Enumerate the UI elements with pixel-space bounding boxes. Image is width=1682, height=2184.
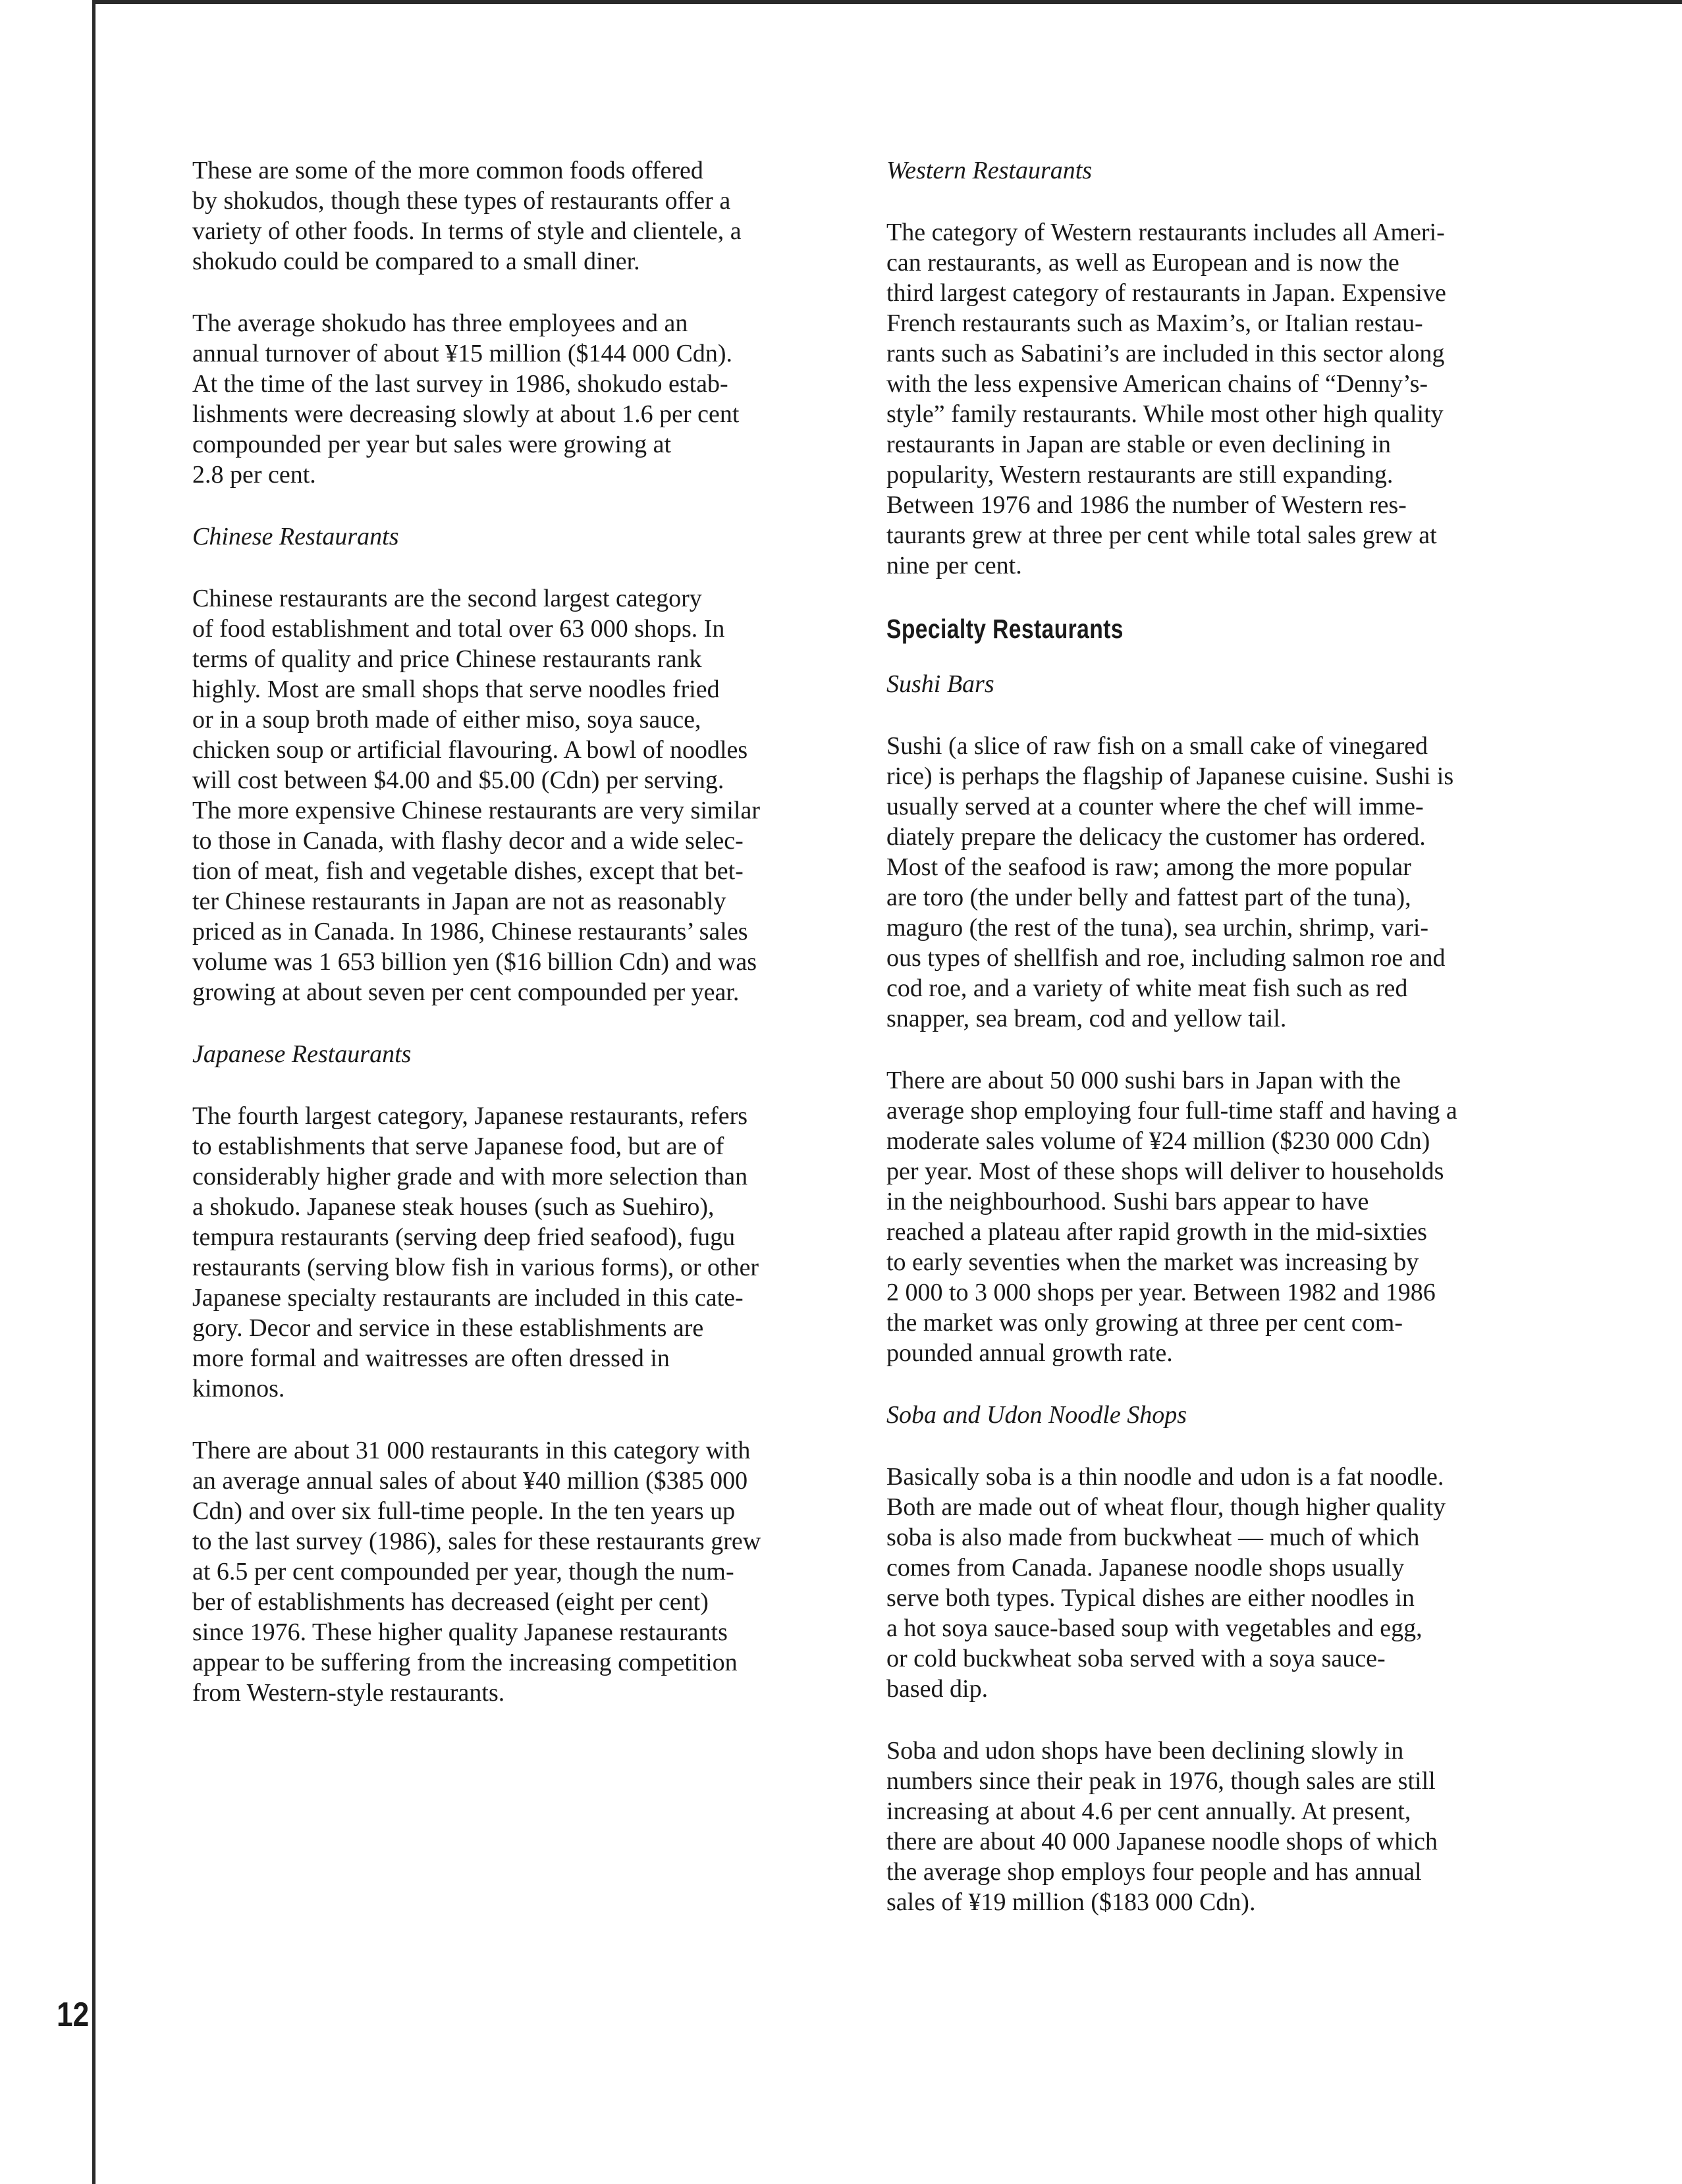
paragraph-soba-udon-stats: Soba and udon shops have been declining slowly in numbers since their peak in 1976, though sales are still increasing at about 4.6 per cent annually. At present, there are about 40 000 Japanese noodle shops of which the average shop employs four people and has annual sales of ¥19 million ($183 000 Cdn).	[886, 1737, 1438, 1916]
page-number: 12	[57, 1996, 90, 2034]
subheading-japanese-restaurants: Japanese Restaurants	[192, 1040, 412, 1068]
paragraph-sushi-bars-stats: There are about 50 000 sushi bars in Japan with the average shop employing four full-time staff and having a moderate sales volume of ¥24 million ($230 000 Cdn) per year. Most of these shops will deliver to households in the neighbourhood. Sushi bars appear to have reached a plateau after rapid growth in the mid-sixties to early seventies when the market was increasing by 2 000 to 3 000 shops per year. Between 1982 and 1986 the market was only growing at three per cent com- pounded annual growth rate.	[886, 1067, 1457, 1367]
subheading-western-restaurants: Western Restaurants	[886, 157, 1093, 184]
paragraph-sushi-description: Sushi (a slice of raw fish on a small cake of vinegared rice) is perhaps the flagship of Japanese cuisine. Sushi is usually served at a counter where the chef will imme- diately prepare the delicacy the customer has ordered. Most of the seafood is raw; among the more popular are toro (the under belly and fattest part of the tuna), maguro (the rest of the tuna), sea urchin, shrimp, vari- ous types of shellfish and roe, including salmon roe and cod roe, and a variety of white meat fish such as red snapper, sea bream, cod and yellow tail.	[886, 732, 1454, 1032]
paragraph-soba-udon-description: Basically soba is a thin noodle and udon is a fat noodle. Both are made out of wheat flour, though higher quality soba is also made from buckwheat — much of which comes from Canada. Japanese noodle shops usually serve both types. Typical dishes are either noodles in a hot soya sauce-based soup with vegetables and egg, or cold buckwheat soba served with a soya sauce- based dip.	[886, 1463, 1446, 1703]
right-column	[886, 155, 1558, 1949]
subheading-sushi-bars: Sushi Bars	[886, 670, 994, 698]
subheading-soba-udon-shops: Soba and Udon Noodle Shops	[886, 1401, 1187, 1429]
paragraph-chinese-restaurants: Chinese restaurants are the second largest category of food establishment and total over 63 000 shops. In terms of quality and price Chinese restaurants rank highly. Most are small shops that serve noodles fried or in a soup broth made of either miso, soya sauce, chicken soup or artificial flavouring. A bowl of noodles will cost between $4.00 and $5.00 (Cdn) per serving. The more expensive Chinese restaurants are very similar to those in Canada, with flashy decor and a wide selec- tion of meat, fish and vegetable dishes, except that bet- ter Chinese restaurants in Japan are not as reasonably priced as in Canada. In 1986, Chinese restaurants’ sales volume was 1 653 billion yen ($16 billion Cdn) and was growing at about seven per cent compounded per year.	[192, 585, 761, 1006]
subheading-chinese-restaurants: Chinese Restaurants	[192, 523, 399, 550]
paragraph-shokudo-average: The average shokudo has three employees and an annual turnover of about ¥15 million ($144 000 Cdn). At the time of the last survey in 1986, shokudo estab- lishments were decreasing slowly at about 1.6 per cent compounded per year but sales were growing at 2.8 per cent.	[192, 309, 740, 489]
paragraph-shokudo-foods: These are some of the more common foods offered by shokudos, though these types of restaurants offer a variety of other foods. In terms of style and clientele, a shokudo could be compared to a small diner.	[192, 157, 742, 275]
page-frame-left-rule	[92, 0, 95, 2184]
paragraph-japanese-restaurants-stats: There are about 31 000 restaurants in this category with an average annual sales of about ¥40 million ($385 000 Cdn) and over six full-time people. In the ten years up to the last survey (1986), sales for these restaurants grew at 6.5 per cent compounded per year, though the num- ber of establishments has decreased (eight per cent) since 1976. These higher quality Japanese restaurants appear to be suffering from the increasing competition from Western-style restaurants.	[192, 1437, 761, 1707]
paragraph-western-restaurants: The category of Western restaurants includes all Ameri- can restaurants, as well as European and is now the third largest category of restaurants in Japan. Expensive French restaurants such as Maxim’s, or Italian restau- rants such as Sabatini’s are included in this sector along with the less expensive American chains of “Denny’s- style” family restaurants. While most other high quality restaurants in Japan are stable or even declining in popularity, Western restaurants are still expanding. Between 1976 and 1986 the number of Western res- taurants grew at three per cent while total sales grew at nine per cent.	[886, 219, 1446, 579]
paragraph-japanese-restaurants: The fourth largest category, Japanese restaurants, refers to establishments that serve Japanese food, but are of considerably higher grade and with more selection than a shokudo. Japanese steak houses (such as Suehiro), tempura restaurants (serving deep fried seafood), fugu restaurants (serving blow fish in various forms), or other Japanese specialty restaurants are included in this cate- gory. Decor and service in these establishments are more formal and waitresses are often dressed in kimonos.	[192, 1102, 759, 1402]
section-heading-specialty-restaurants: Specialty Restaurants	[886, 614, 1124, 644]
page-frame-top-rule	[92, 0, 1682, 4]
left-column	[192, 155, 857, 1740]
